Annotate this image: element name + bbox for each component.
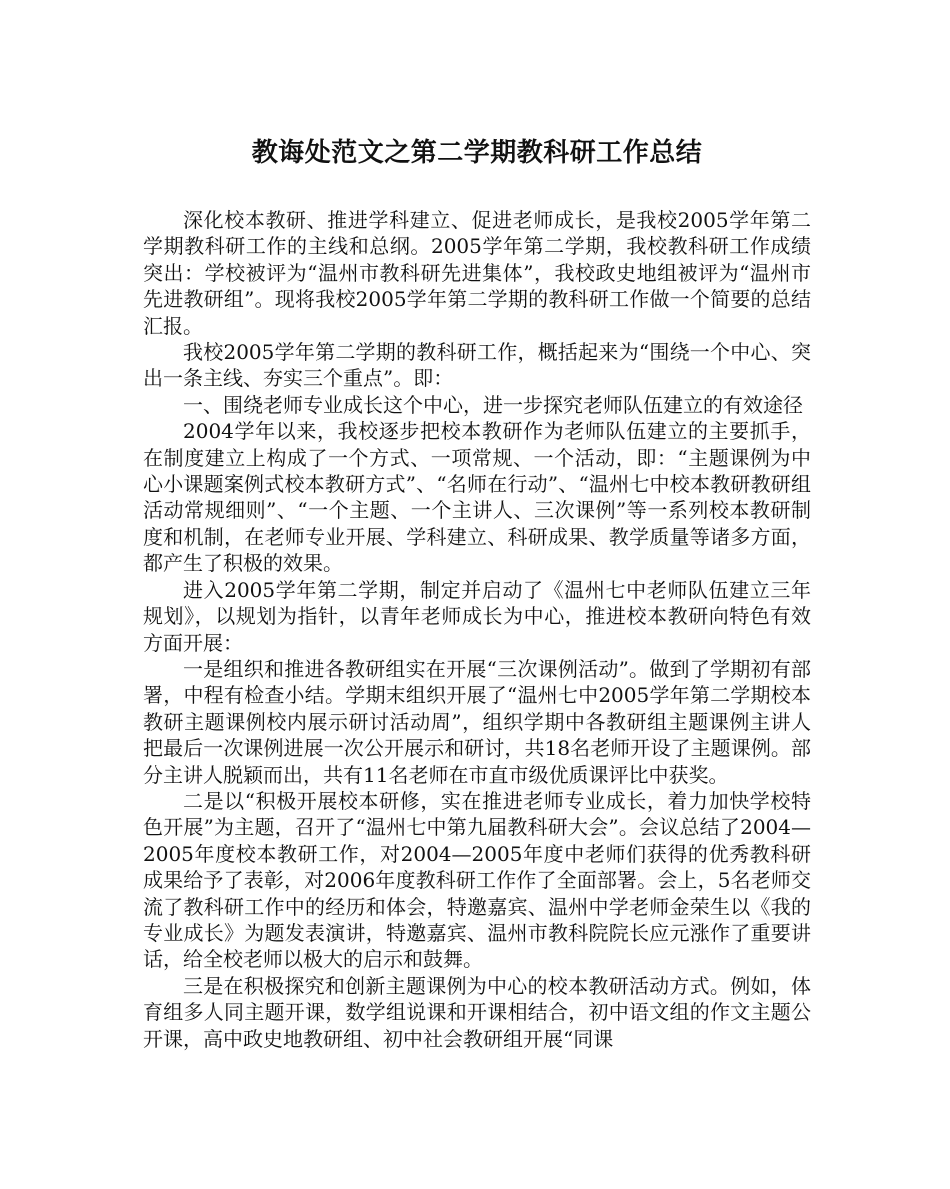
paragraph-point-3: 三是在积极探究和创新主题课例为中心的校本教研活动方式。例如，体育组多人同主题开课，数学组说课和开课相结合，初中语文组的作文主题公开课，高中政史地教研组、初中社会教研组开展“同课 — [143, 973, 811, 1051]
document-body — [143, 207, 811, 1052]
section-heading-1: 一、围绕老师专业成长这个中心，进一步探究老师队伍建立的有效途径 — [183, 392, 803, 417]
document-title: 教诲处范文之第二学期教科研工作总结 — [251, 138, 703, 168]
paragraph-point-1: 一是组织和推进各教研组实在开展“三次课例活动”。做到了学期初有部署，中程有检查小结。学期末组织开展了“温州七中2005学年第二学期校本教研主题课例校内展示研讨活动周”，组织学期中各教研组主题课例主讲人把最后一次课例进展一次公开展示和研讨，共18名老师开设了主题课例。部分主讲人脱颖而出，共有11名老师在市直市级优质课评比中获奖。 — [143, 656, 811, 787]
document-page — [143, 0, 811, 1189]
paragraph-plan: 进入2005学年第二学期，制定并启动了《温州七中老师队伍建立三年规划》，以规划为指针，以青年老师成长为中心，推进校本教研向特色有效方面开展： — [143, 577, 811, 655]
paragraph-intro: 深化校本教研、推进学科建立、促进老师成长，是我校2005学年第二学期教科研工作的主线和总纲。2005学年第二学期，我校教科研工作成绩突出：学校被评为“温州市教科研先进集体”，我校政史地组被评为“温州市先进教研组”。现将我校2005学年第二学期的教科研工作做一个简要的总结汇报。 — [143, 208, 811, 338]
paragraph-summary: 我校2005学年第二学期的教科研工作，概括起来为“围绕一个中心、突出一条主线、夯实三个重点”。即： — [143, 340, 811, 391]
paragraph-background: 2004学年以来，我校逐步把校本教研作为老师队伍建立的主要抓手，在制度建立上构成了一个方式、一项常规、一个活动，即：“主题课例为中心小课题案例式校本教研方式”、“名师在行动”、“温州七中校本教研教研组活动常规细则”、“一个主题、一个主讲人、三次课例”等一系列校本教研制度和机制，在老师专业开展、学科建立、科研成果、教学质量等诸多方面，都产生了积极的效果。 — [143, 419, 811, 576]
paragraph-point-2: 二是以“积极开展校本研修，实在推进老师专业成长，着力加快学校特色开展”为主题，召开了“温州七中第九届教科研大会”。会议总结了2004—2005年度校本教研工作，对2004—2005年度中老师们获得的优秀教科研成果给予了表彰，对2006年度教科研工作作了全面部署。会上，5名老师交流了教科研工作中的经历和体会，特邀嘉宾、温州中学老师金荣生以《我的专业成长》为题发表演讲，特邀嘉宾、温州市教科院院长应元涨作了重要讲话，给全校老师以极大的启示和鼓舞。 — [143, 788, 811, 972]
